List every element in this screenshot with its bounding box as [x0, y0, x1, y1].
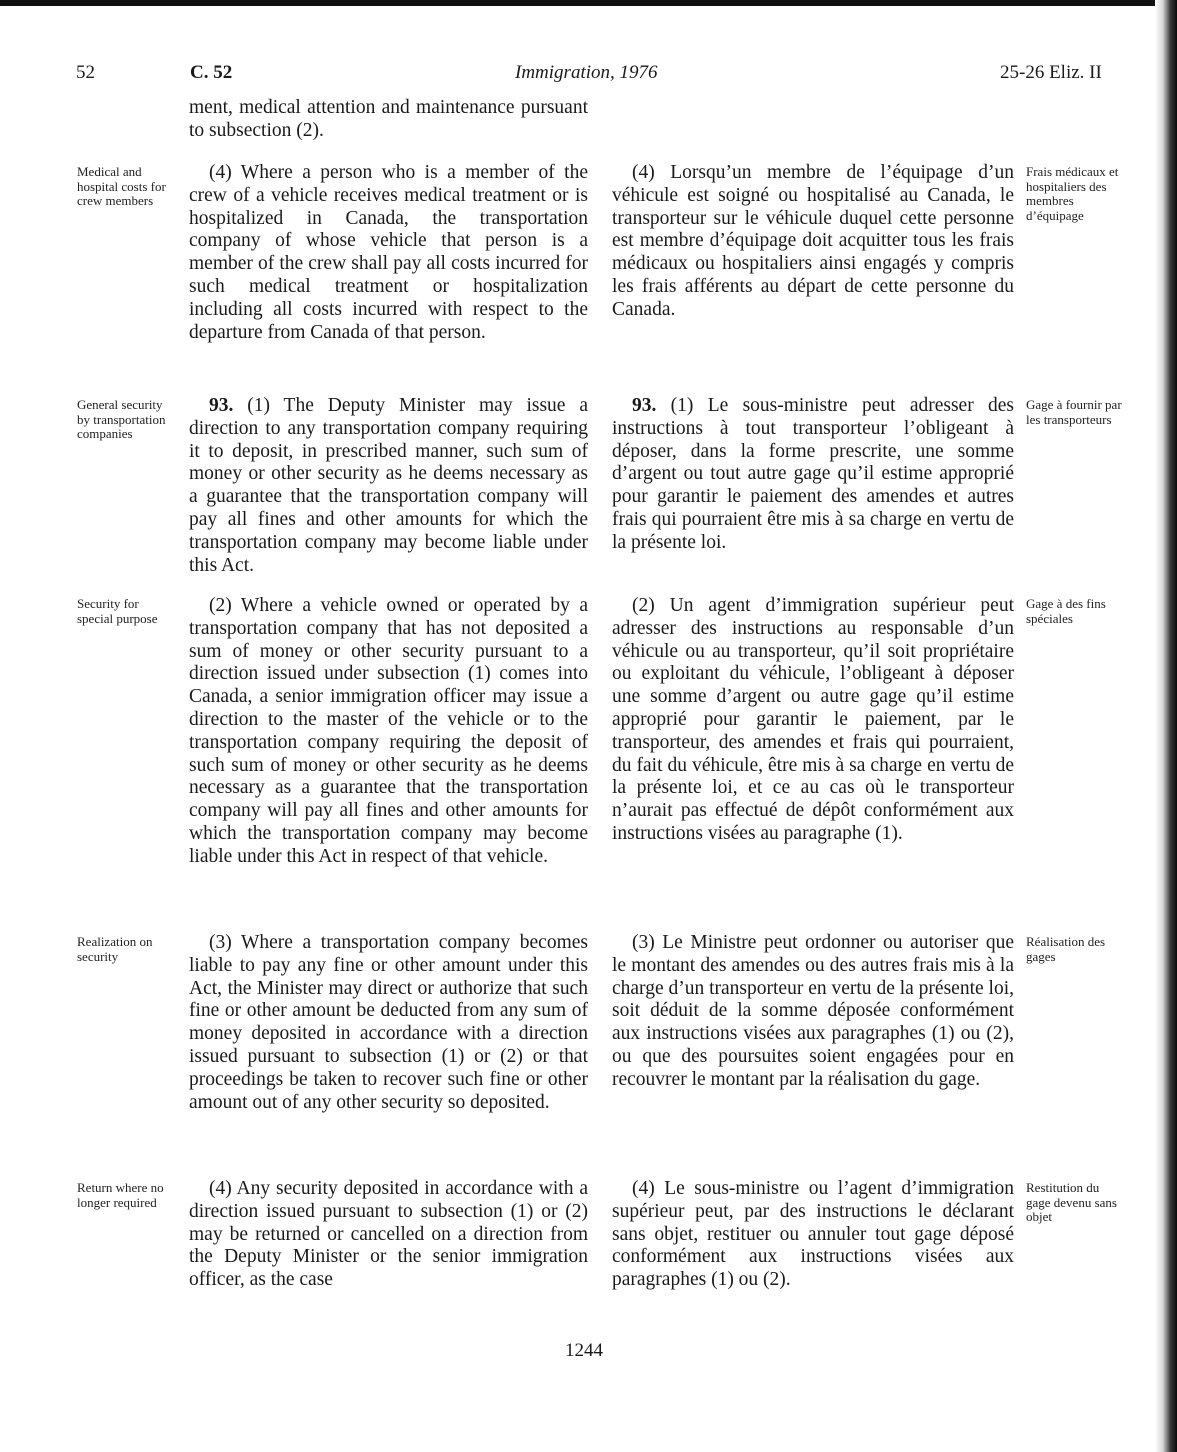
running-title: Immigration, 1976: [515, 62, 658, 83]
marginal-note-fr: Gage à des fins spéciales: [1026, 596, 1106, 626]
provision-en: [189, 932, 588, 1114]
provision-text-en: (1) The Deputy Minister may issue a direction to any transportation company requiring it to deposit, in prescribed manner, such sum of money or other security as he deems necessary as a guarantee that the transportation company will pay all fines and other amounts for which the transportation company may become liable under this Act.: [189, 395, 588, 576]
marginal-note-en: Return where no longer required: [77, 1180, 164, 1210]
marginal-note-en: Medical and hospital costs for crew members: [77, 164, 166, 208]
scan-top-edge: [0, 0, 1177, 6]
provision-text-fr: (2) Un agent d’immigration supérieur peut adresser des instructions au responsable d’un véhicule ou au transporteur, qu’il soit propriétaire ou exploitant du véhicule, l’obligeant à déposer une somme d’argent ou autre gage qu’il estime approprié pour garantir le paiement, par le transporteur, des amendes et frais qui pourraient, du fait du véhicule, être mis à sa charge en vertu de la présente loi, et ce au cas où le transporteur n’aurait pas effectué de dépôt conformément aux instructions visées au paragraphe (1).: [612, 595, 1014, 844]
provision-text-fr: (4) Le sous-ministre ou l’agent d’immigration supérieur peut, par des instructions le déclarant sans objet, restituer ou annuler tout gage déposé conformément aux instructions visées aux paragraphes (1) ou (2).: [612, 1178, 1014, 1291]
provision-en: [189, 1178, 588, 1292]
provision-en: [189, 162, 588, 344]
provision-text-en: (2) Where a vehicle owned or operated by a transportation company that has not deposited a sum of money or other security pursuant to a direction issued under subsection (1) comes into Canada, a senior immigration officer may issue a direction to the master of the vehicle or to the transportation company requiring the deposit of such sum of money or other security as he deems necessary as a guarantee that the transportation company will pay all fines and other amounts for which the transportation company may become liable under this Act in respect of that vehicle.: [189, 595, 588, 867]
provision-en: [189, 395, 588, 577]
provision-text-en: (3) Where a transportation company becomes liable to pay any fine or other amount under this Act, the Minister may direct or authorize that such fine or other amount be deducted from any sum of money deposited in accordance with a direction issued pursuant to subsection (1) or (2) or that proceedings be taken to recover such fine or other amount out of any other security so deposited.: [189, 932, 588, 1113]
marginal-note-fr: Frais médicaux et hospitaliers des membres d’équipage: [1026, 164, 1119, 223]
marginal-note-en: Security for special purpose: [77, 596, 158, 626]
provision-text-en: (4) Where a person who is a member of the crew of a vehicle receives medical treatment or is hospitalized in Canada, the transportation company of whose vehicle that person is a member of the crew shall pay all costs incurred for such medical treatment or hospitalization including all costs incurred with respect to the departure from Canada of that person.: [189, 162, 588, 343]
chapter-label: C. 52: [190, 62, 233, 83]
book-spine-shadow: [1155, 0, 1177, 1452]
marginal-note-en: General security by transportation companies: [77, 397, 166, 441]
provision-fr: [612, 395, 1014, 555]
marginal-note-fr: Gage à fournir par les transporteurs: [1026, 397, 1122, 427]
regnal-year: 25-26 Eliz. II: [1000, 62, 1102, 83]
marginal-note-fr: Restitution du gage devenu sans objet: [1026, 1180, 1117, 1224]
section-number: 93.: [632, 395, 657, 416]
continuation-text: ment, medical attention and maintenance pursuant to subsection (2).: [189, 97, 588, 141]
page-number: 52: [76, 62, 95, 83]
provision-text-fr: (3) Le Ministre peut ordonner ou autoriser que le montant des amendes ou des autres frais mis à la charge d’un transporteur en vertu de la présente loi, soit déduit de la somme déposée conformément aux instructions visées aux paragraphes (1) ou (2), ou que des poursuites soient engagées pour en recouvrer le montant par la réalisation du gage.: [612, 932, 1014, 1090]
page-folio: 1244: [565, 1340, 603, 1361]
provision-text-en: (4) Any security deposited in accordance with a direction issued pursuant to subsection (1) or (2) may be returned or cancelled on a direction from the Deputy Minister or the senior immigration officer, as the case: [189, 1178, 588, 1291]
marginal-note-fr: Réalisation des gages: [1026, 934, 1106, 964]
provision-text-fr: (4) Lorsqu’un membre de l’équipage d’un véhicule est soigné ou hospitalisé au Canada, le transporteur sur le véhicule duquel cette personne est membre d’équipage doit acquitter tous les frais médicaux ou hospitaliers ainsi engagés y compris les frais afférents au départ de cette personne du Canada.: [612, 162, 1014, 320]
provision-fr: [612, 595, 1014, 846]
section-number: 93.: [209, 395, 234, 416]
marginal-note-en: Realization on security: [77, 934, 153, 964]
provision-en: [189, 595, 588, 869]
provision-fr: [612, 932, 1014, 1092]
provision-fr: [612, 162, 1014, 322]
provision-fr: [612, 1178, 1014, 1292]
provision-text-fr: (1) Le sous-ministre peut adresser des instructions à tout transporteur l’obligeant à déposer, dans la forme prescrite, une somme d’argent ou tout autre gage qu’il estime approprié pour garantir le paiement des amendes et autres frais qui pourraient être mis à sa charge en vertu de la présente loi.: [612, 395, 1014, 553]
continuation-paragraph: [189, 97, 588, 143]
